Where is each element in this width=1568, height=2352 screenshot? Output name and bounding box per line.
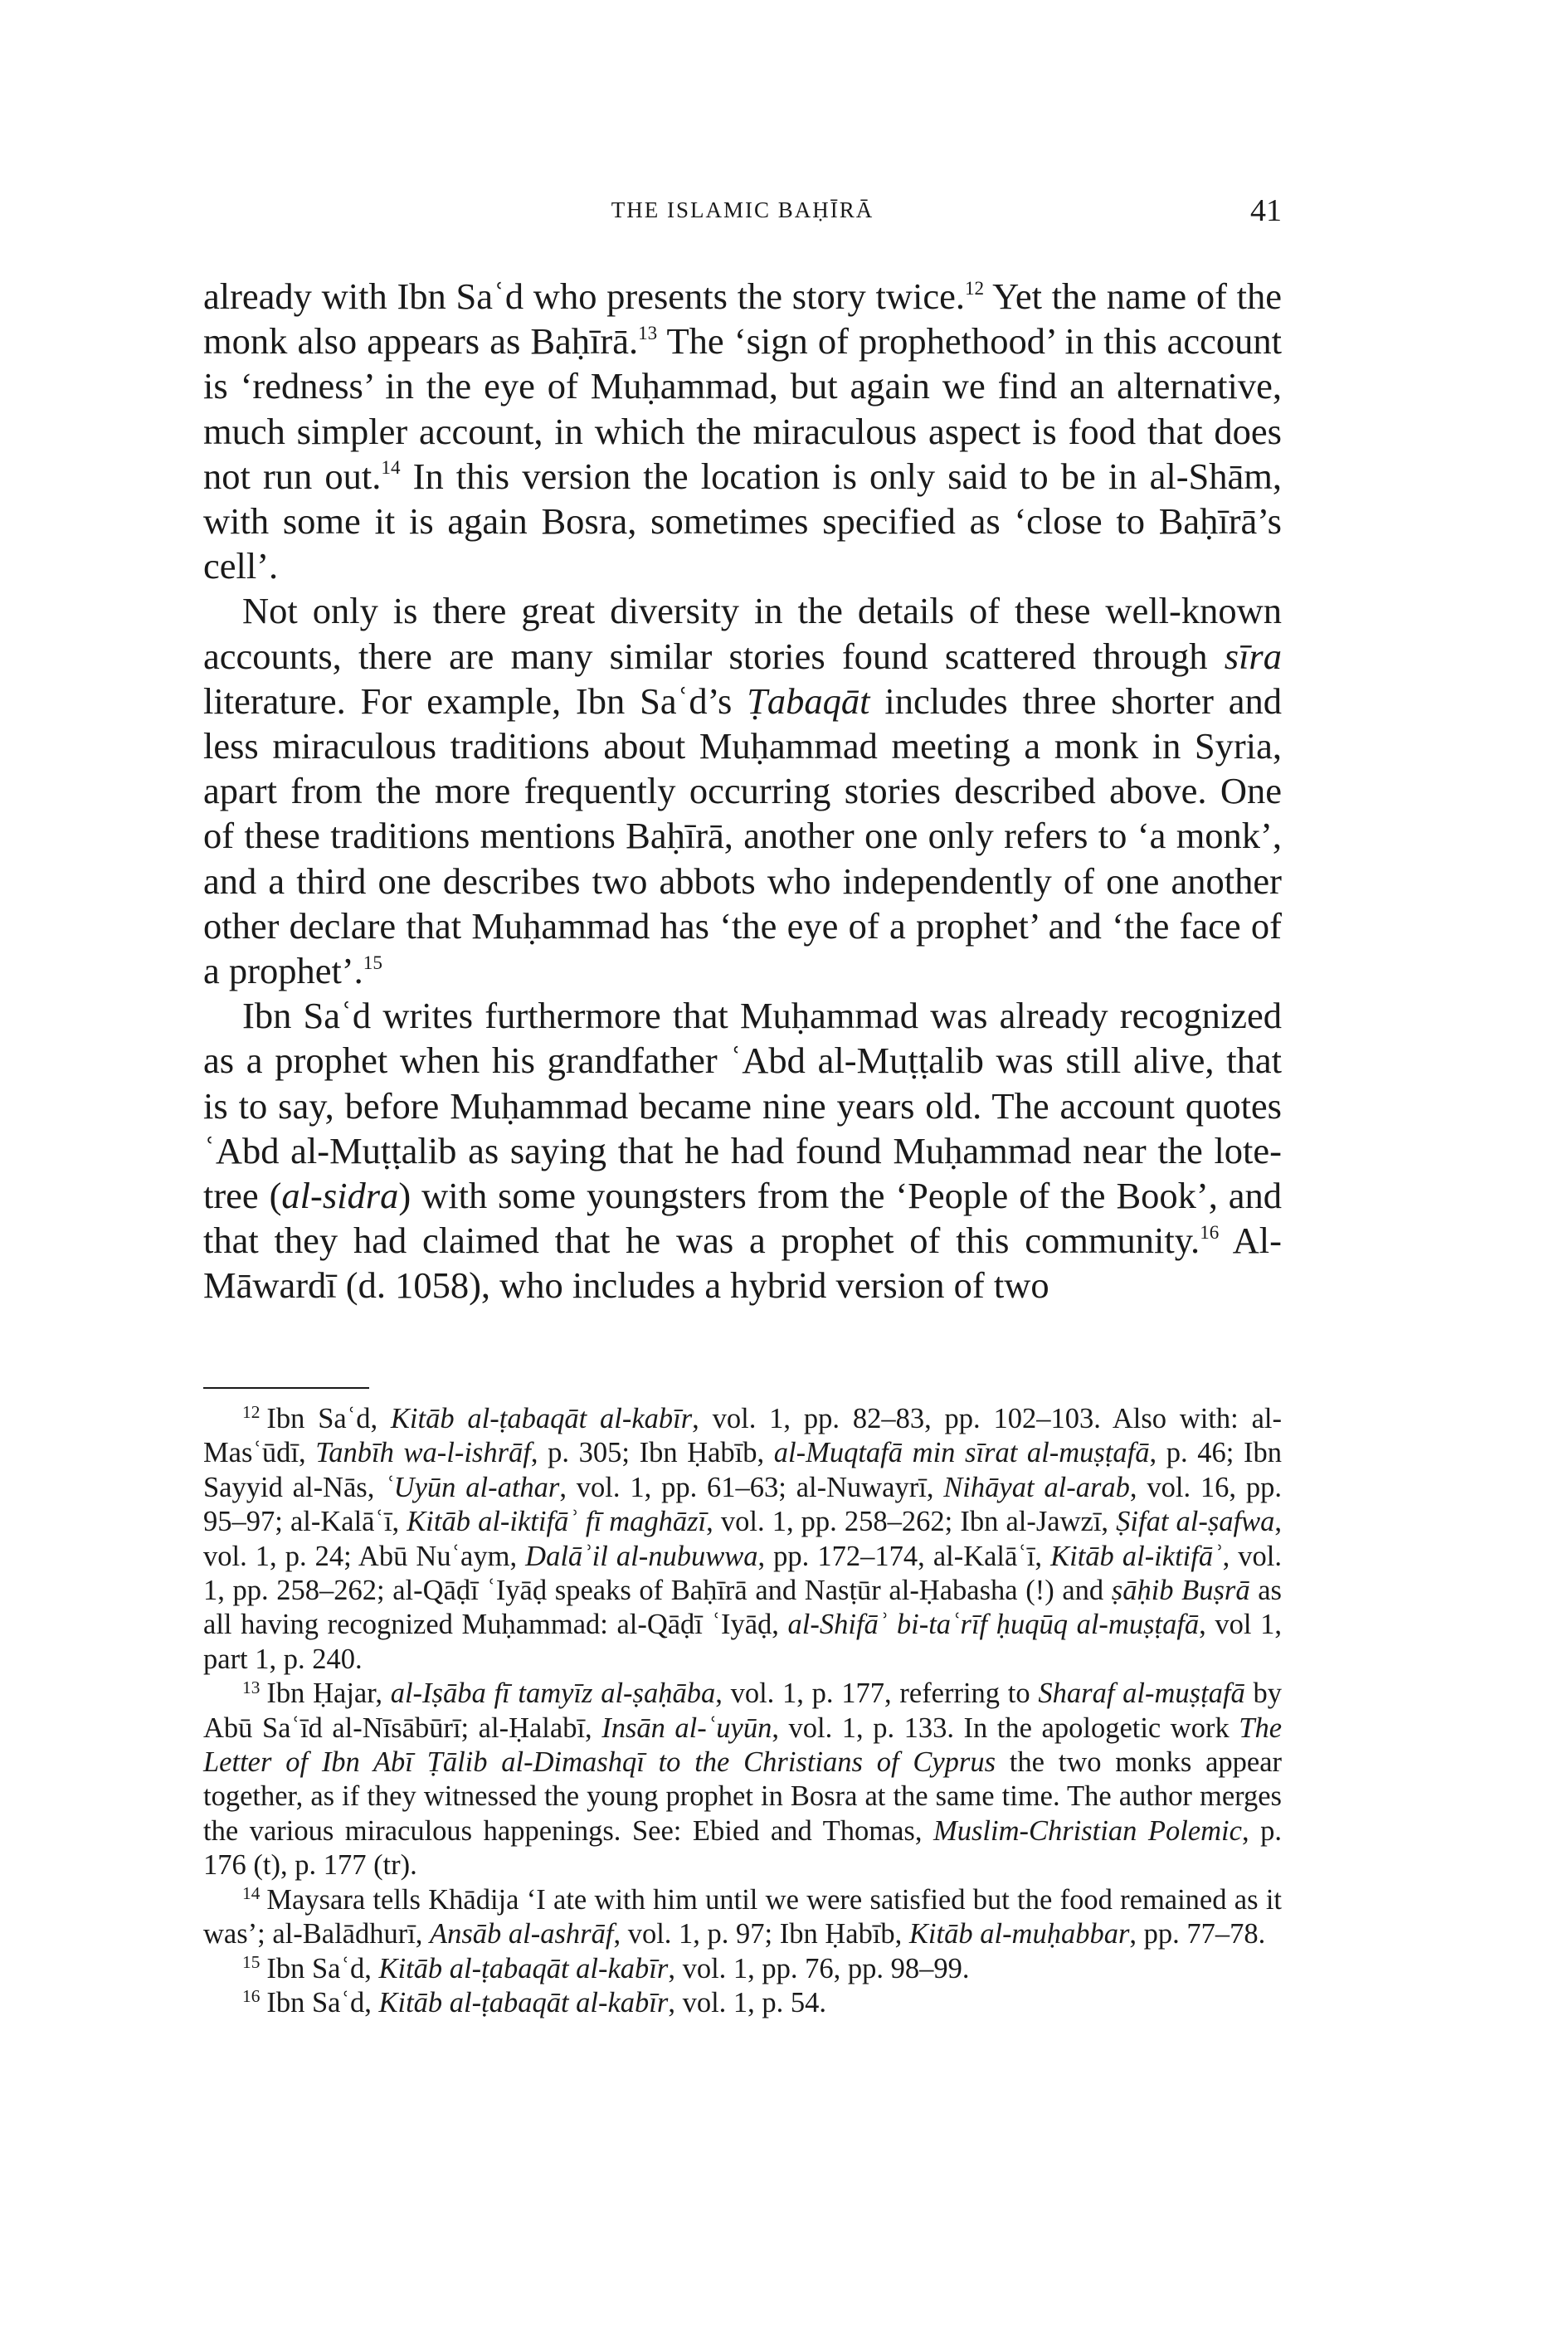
running-title: THE ISLAMIC BAḤĪRĀ — [611, 197, 874, 222]
text-run: , vol. 1, pp. 258–262; Ibn al-Jawzī, — [706, 1506, 1117, 1538]
footnote-14 — [203, 1883, 1282, 1952]
footnotes — [203, 1402, 1282, 2020]
running-head — [203, 193, 1282, 231]
italic-title: Sharaf al-muṣṭafā — [1038, 1678, 1245, 1710]
text-run: , vol. 16, pp. 95–97; al-Kalāʿī, — [203, 1471, 1282, 1538]
text-run: , p. 46; Ibn Sayyid al-Nās, — [203, 1437, 1283, 1503]
italic-title: Kitāb al-ṭabaqāt al-kabīr — [378, 1952, 669, 1984]
paragraph-3 — [203, 993, 1282, 1307]
text-run: as all having recognized Muḥammad: al-Qāḍī ʿIyāḍ, — [203, 1575, 1282, 1641]
italic-title: ʿUyūn al-athar — [384, 1471, 560, 1503]
text-run: the two monks appear together, as if they witnessed the young prophet in Bosra at the same time. The author merges the various miraculous happenings. See: Ebied and Thomas, — [203, 1746, 1282, 1847]
italic-title: Nihāyat al-arab — [943, 1471, 1130, 1503]
footnote-12 — [203, 1402, 1282, 1677]
paragraph-1 — [203, 274, 1282, 588]
text-run: , p. 176 (t), p. 177 (tr). — [203, 1814, 1283, 1882]
italic-title: Ansāb al-ashrāf — [430, 1918, 614, 1950]
text-run: Maysara tells Khādija ‘I ate with him until we were satisfied but the food remained as it was’; al-Balādhurī, — [203, 1883, 1282, 1950]
text-run: Al-Māwardī (d. 1058), who includes a hybrid version of two — [203, 1220, 1282, 1307]
footnote-separator — [203, 1387, 369, 1389]
footnote-ref-14: 14 — [381, 457, 401, 480]
text-run: , pp. 77–78. — [1129, 1918, 1266, 1950]
footnote-ref-13: 13 — [638, 322, 658, 344]
footnote-number: 12 — [242, 1402, 261, 1423]
text-run: , vol 1, part 1, p. 240. — [203, 1609, 1282, 1675]
page-number: 41 — [1250, 193, 1282, 228]
text-run: already with Ibn Saʿd who presents the story twice. — [203, 275, 965, 317]
text-run: Ibn Saʿd, — [266, 1403, 391, 1434]
italic-title: Ṭabaqāt — [747, 679, 870, 722]
text-run: Ibn Saʿd writes furthermore that Muḥammad was already recognized as a prophet when his grandfather ʿAbd al-Muṭṭalib was still alive, that is to say, before Muḥammad became nine years old. The account quotes ʿAbd al-Muṭṭalib as saying that he had found Muḥammad near the lote-tree ( — [203, 995, 1282, 1217]
footnote-ref-15: 15 — [363, 952, 382, 974]
text-run: , p. 305; Ibn Ḥabīb, — [530, 1437, 774, 1469]
footnote-ref-12: 12 — [964, 277, 985, 299]
footnote-number: 16 — [242, 1986, 261, 2007]
italic-term: al-sidra — [281, 1175, 399, 1217]
text-run: , vol. 1, p. 54. — [668, 1986, 827, 2018]
text-run: Not only is there great diversity in the details of these well-known accounts, there are many similar stories found scattered through — [203, 590, 1282, 677]
text-run: Yet the name of the monk also appears as Baḥīrā. — [203, 275, 1283, 363]
italic-title: Kitāb al-ṭabaqāt al-kabīr — [378, 1986, 669, 2018]
italic-title: Kitāb al-iktifāʾ — [1050, 1540, 1223, 1572]
text-run: , vol. 1, pp. 61–63; al-Nuwayrī, — [559, 1471, 944, 1503]
footnote-16 — [203, 1986, 1282, 2020]
italic-title: Insān al-ʿuyūn — [601, 1712, 772, 1744]
text-run: , vol. 1, p. 177, referring to — [715, 1678, 1039, 1710]
italic-title: Ṣifat al-ṣafwa — [1116, 1506, 1275, 1538]
italic-title: Kitāb al-ṭabaqāt al-kabīr — [390, 1403, 693, 1434]
text-run: Ibn Saʿd, — [266, 1952, 379, 1984]
italic-title: Kitāb al-muḥabbar — [908, 1918, 1130, 1950]
text-run: , pp. 172–174, al-Kalāʿī, — [757, 1540, 1051, 1572]
text-run: Ibn Ḥajar, — [266, 1678, 391, 1710]
italic-title: Kitāb al-iktifāʾ fī maghāzī — [407, 1506, 707, 1538]
text-run: The ‘sign of prophethood’ in this account is ‘redness’ in the eye of Muḥammad, but again we find an alternative, much simpler account, in which the miraculous aspect is food that does not run out. — [203, 320, 1282, 497]
main-text — [203, 274, 1282, 1308]
text-run: , vol. 1, p. 133. In the apologetic work — [772, 1712, 1239, 1744]
paragraph-2 — [203, 588, 1282, 993]
text-run: includes three shorter and less miraculous traditions about Muḥammad meeting a monk in Syria, apart from the more frequently occurring stories described above. One of these traditions mentions Baḥīrā, another one only refers to ‘a monk’, and a third one describes two abbots who independently of one another other declare that Muḥammad has ‘the eye of a prophet’ and ‘the face of a prophet’. — [203, 679, 1282, 992]
italic-term: sīra — [1224, 635, 1282, 677]
italic-title: al-Iṣāba fī tamyīz al-ṣaḥāba — [390, 1678, 716, 1710]
text-run: literature. For example, Ibn Saʿd’s — [203, 679, 747, 722]
text-run: , vol. 1, pp. 258–262; al-Qāḍī ʿIyāḍ speaks of Baḥīrā and Nasṭūr al-Ḥabasha (!) and — [203, 1540, 1282, 1607]
text-run: , vol. 1, pp. 76, pp. 98–99. — [668, 1952, 970, 1984]
text-run: ) with some youngsters from the ‘People of the Book’, and that they had claimed that he was a prophet of this community. — [203, 1175, 1282, 1262]
text-run: by Abū Saʿīd al-Nīsābūrī; al-Ḥalabī, — [203, 1678, 1282, 1744]
footnote-number: 15 — [242, 1951, 261, 1972]
text-run: Ibn Saʿd, — [266, 1986, 379, 2018]
footnote-13 — [203, 1677, 1282, 1882]
italic-title: Muslim-Christian Polemic — [933, 1814, 1242, 1847]
footnote-number: 13 — [242, 1677, 261, 1697]
footnote-ref-16: 16 — [1200, 1221, 1220, 1244]
footnote-15 — [203, 1952, 1282, 1986]
italic-title: al-Muqtafā min sīrat al-muṣṭafā — [773, 1437, 1150, 1469]
text-run: , vol. 1, p. 97; Ibn Ḥabīb, — [613, 1918, 909, 1950]
italic-title: Tanbīh wa-l-ishrāf — [315, 1437, 531, 1469]
italic-title: Dalāʾil al-nubuwwa — [525, 1540, 758, 1572]
text-run: In this version the location is only said to be in al-Shām, with some it is again Bosra, sometimes specified as ‘close to Baḥīrā’s cell’. — [203, 455, 1283, 587]
italic-title: ṣāḥib Buṣrā — [1111, 1575, 1250, 1607]
text-run: , vol. 1, pp. 82–83, pp. 102–103. Also with: al-Masʿūdī, — [203, 1403, 1282, 1469]
text-run: , vol. 1, p. 24; Abū Nuʿaym, — [203, 1506, 1282, 1572]
footnote-number: 14 — [242, 1882, 261, 1903]
italic-title: al-Shifāʾ bi-taʿrīf ḥuqūq al-muṣṭafā — [787, 1609, 1200, 1641]
italic-title: The Letter of Ibn Abī Ṭālib al-Dimashqī to the Christians of Cyprus — [203, 1712, 1283, 1779]
